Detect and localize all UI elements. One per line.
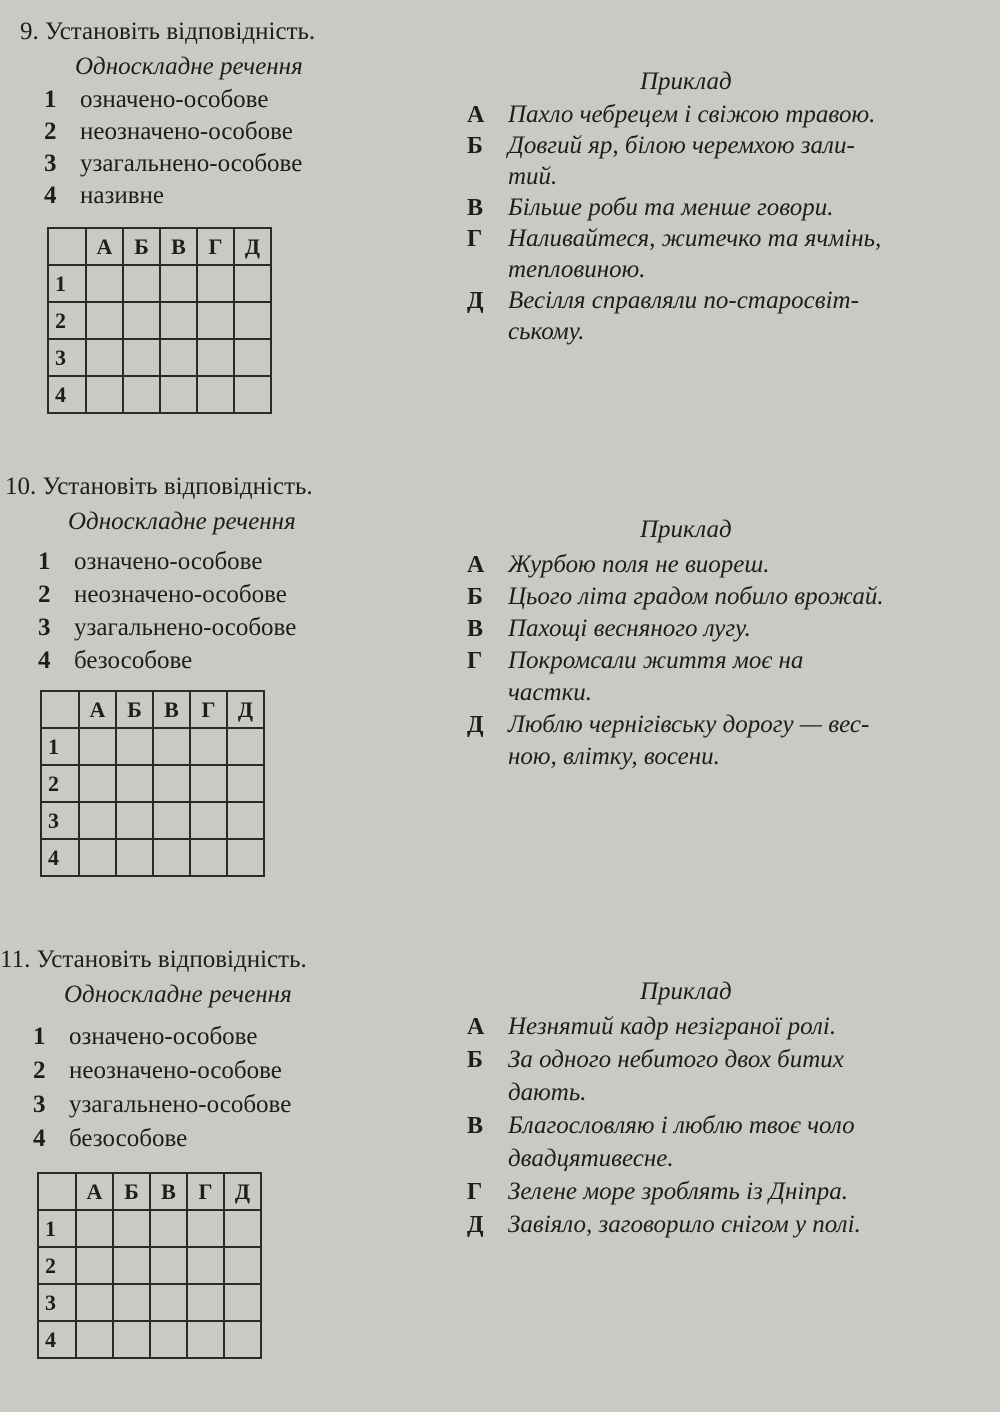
- answer-cell[interactable]: [153, 802, 190, 839]
- grid-column-header: В: [150, 1173, 187, 1210]
- item-text: означено-особове: [80, 86, 269, 113]
- grid-row-header: 2: [41, 765, 79, 802]
- option-text-line: Покромсали життя моє на: [508, 647, 804, 674]
- list-item: [33, 1123, 187, 1155]
- answer-cell[interactable]: [150, 1247, 187, 1284]
- item-text: неозначено-особове: [74, 581, 287, 608]
- grid-row-header: 4: [38, 1321, 76, 1358]
- option-letter: А: [467, 102, 485, 128]
- option-text-line: частки.: [508, 679, 593, 706]
- option-text-line: тепловиною.: [508, 256, 646, 283]
- item-number: 4: [44, 182, 57, 209]
- answer-cell[interactable]: [76, 1284, 113, 1321]
- answer-cell[interactable]: [86, 265, 123, 302]
- answer-grid: [40, 690, 265, 877]
- answer-cell[interactable]: [187, 1247, 224, 1284]
- option-text-line: Наливайтеся, житечко та ячмінь,: [508, 225, 882, 252]
- grid-column-header: Г: [187, 1173, 224, 1210]
- item-number: 3: [44, 150, 57, 177]
- option-text-line: двадцятивесне.: [508, 1145, 674, 1172]
- answer-cell[interactable]: [160, 339, 197, 376]
- option-text-line: Журбою поля не виореш.: [508, 551, 770, 578]
- option-letter: В: [467, 1113, 484, 1139]
- grid-column-header: Д: [234, 228, 271, 265]
- option-letter: Б: [467, 133, 483, 159]
- item-number: 3: [38, 614, 51, 641]
- right-column-heading: Приклад: [640, 978, 732, 1005]
- answer-cell[interactable]: [116, 839, 153, 876]
- answer-cell[interactable]: [227, 728, 264, 765]
- item-number: 1: [33, 1023, 46, 1050]
- list-item: [44, 148, 302, 180]
- answer-cell[interactable]: [190, 839, 227, 876]
- answer-cell[interactable]: [113, 1321, 150, 1358]
- option-letter: Б: [467, 584, 483, 610]
- answer-cell[interactable]: [197, 339, 234, 376]
- list-item: [44, 116, 293, 148]
- grid-column-header: Б: [123, 228, 160, 265]
- grid-column-header: В: [153, 691, 190, 728]
- grid-column-header: Г: [197, 228, 234, 265]
- item-text: узагальнено-особове: [74, 614, 297, 641]
- left-column-heading: Односкладне речення: [75, 53, 303, 80]
- answer-cell[interactable]: [86, 302, 123, 339]
- grid-corner-cell: [41, 691, 79, 728]
- item-text: безособове: [69, 1125, 188, 1152]
- answer-cell[interactable]: [153, 839, 190, 876]
- answer-cell[interactable]: [234, 376, 271, 413]
- answer-cell[interactable]: [160, 376, 197, 413]
- grid-row-header: 4: [41, 839, 79, 876]
- item-text: означено-особове: [69, 1023, 258, 1050]
- item-number: 4: [38, 647, 51, 674]
- left-column-heading: Односкладне речення: [64, 981, 292, 1008]
- answer-cell[interactable]: [227, 802, 264, 839]
- answer-cell[interactable]: [113, 1247, 150, 1284]
- answer-cell[interactable]: [190, 765, 227, 802]
- list-item: [33, 1055, 282, 1087]
- grid-column-header: В: [160, 228, 197, 265]
- option-letter: Д: [467, 712, 484, 738]
- answer-cell[interactable]: [76, 1210, 113, 1247]
- option-letter: А: [467, 552, 485, 578]
- answer-cell[interactable]: [224, 1321, 261, 1358]
- item-text: неозначено-особове: [80, 118, 293, 145]
- answer-cell[interactable]: [113, 1210, 150, 1247]
- answer-cell[interactable]: [197, 376, 234, 413]
- option-text-line: ною, влітку, восени.: [508, 743, 720, 770]
- option-text-line: дають.: [508, 1079, 587, 1106]
- option-letter: Д: [467, 288, 484, 314]
- answer-cell[interactable]: [224, 1284, 261, 1321]
- list-item: [38, 546, 262, 578]
- grid-row-header: 3: [48, 339, 86, 376]
- answer-cell[interactable]: [76, 1247, 113, 1284]
- grid-column-header: Г: [190, 691, 227, 728]
- option-text-line: Цього літа градом побило врожай.: [508, 583, 884, 610]
- answer-grid: [47, 227, 272, 414]
- item-number: 1: [44, 86, 57, 113]
- answer-cell[interactable]: [79, 765, 116, 802]
- answer-cell[interactable]: [123, 376, 160, 413]
- grid-column-header: Д: [227, 691, 264, 728]
- list-item: [44, 180, 164, 212]
- right-column-heading: Приклад: [640, 516, 732, 543]
- option-letter: Г: [467, 648, 483, 674]
- option-text-line: Весілля справляли по-старосвіт-: [508, 287, 859, 314]
- list-item: [33, 1089, 291, 1121]
- answer-cell[interactable]: [190, 802, 227, 839]
- answer-cell[interactable]: [234, 302, 271, 339]
- grid-row-header: 4: [48, 376, 86, 413]
- list-item: [33, 1021, 257, 1053]
- answer-cell[interactable]: [76, 1321, 113, 1358]
- answer-cell[interactable]: [79, 839, 116, 876]
- grid-column-header: А: [86, 228, 123, 265]
- option-text-line: Більше роби та менше говори.: [508, 194, 834, 221]
- grid-column-header: Б: [116, 691, 153, 728]
- answer-cell[interactable]: [160, 265, 197, 302]
- option-text-line: Пахло чебрецем і свіжою травою.: [508, 101, 876, 128]
- list-item: [38, 612, 296, 644]
- grid-row-header: 3: [41, 802, 79, 839]
- list-item: [38, 645, 192, 677]
- option-letter: В: [467, 195, 484, 221]
- grid-row-header: 2: [38, 1247, 76, 1284]
- option-text-line: Зелене море зроблять із Дніпра.: [508, 1178, 849, 1205]
- left-column-heading: Односкладне речення: [68, 508, 296, 535]
- option-text-line: Незнятий кадр незіграної ролі.: [508, 1013, 837, 1040]
- answer-cell[interactable]: [190, 728, 227, 765]
- right-column-heading: Приклад: [640, 68, 732, 95]
- item-text: узагальнено-особове: [69, 1091, 292, 1118]
- grid-row-header: 2: [48, 302, 86, 339]
- option-text-line: Довгий яр, білою черемхою зали-: [508, 132, 855, 159]
- answer-cell[interactable]: [123, 339, 160, 376]
- task-title: 10. Установіть відповідність.: [5, 473, 313, 500]
- answer-grid: [37, 1172, 262, 1359]
- option-letter: Г: [467, 1179, 483, 1205]
- option-text-line: Люблю чернігівську дорогу — вес-: [508, 711, 870, 738]
- answer-cell[interactable]: [197, 302, 234, 339]
- answer-cell[interactable]: [153, 765, 190, 802]
- task-title: 9. Установіть відповідність.: [20, 18, 316, 45]
- list-item: [38, 579, 287, 611]
- grid-row-header: 1: [38, 1210, 76, 1247]
- answer-cell[interactable]: [150, 1321, 187, 1358]
- item-number: 2: [44, 118, 57, 145]
- option-letter: В: [467, 616, 484, 642]
- answer-cell[interactable]: [224, 1210, 261, 1247]
- option-letter: А: [467, 1014, 485, 1040]
- answer-cell[interactable]: [150, 1284, 187, 1321]
- option-text-line: тий.: [508, 163, 558, 190]
- answer-cell[interactable]: [116, 728, 153, 765]
- item-text: узагальнено-особове: [80, 150, 303, 177]
- answer-cell[interactable]: [187, 1321, 224, 1358]
- option-letter: Б: [467, 1047, 483, 1073]
- answer-cell[interactable]: [123, 302, 160, 339]
- item-text: безособове: [74, 647, 193, 674]
- grid-corner-cell: [48, 228, 86, 265]
- answer-cell[interactable]: [227, 839, 264, 876]
- grid-row-header: 3: [38, 1284, 76, 1321]
- list-item: [44, 84, 268, 116]
- answer-cell[interactable]: [116, 802, 153, 839]
- item-number: 1: [38, 548, 51, 575]
- answer-cell[interactable]: [79, 728, 116, 765]
- answer-cell[interactable]: [153, 728, 190, 765]
- answer-cell[interactable]: [197, 265, 234, 302]
- option-text-line: ському.: [508, 318, 585, 345]
- task-title: 11. Установіть відповідність.: [0, 946, 307, 973]
- grid-column-header: А: [76, 1173, 113, 1210]
- item-text: означено-особове: [74, 548, 263, 575]
- answer-cell[interactable]: [113, 1284, 150, 1321]
- option-text-line: Пахощі весняного лугу.: [508, 615, 751, 642]
- option-text-line: Благословляю і люблю твоє чоло: [508, 1112, 855, 1139]
- item-text: неозначено-особове: [69, 1057, 282, 1084]
- answer-cell[interactable]: [234, 265, 271, 302]
- answer-cell[interactable]: [234, 339, 271, 376]
- item-number: 2: [33, 1057, 46, 1084]
- item-number: 3: [33, 1091, 46, 1118]
- answer-cell[interactable]: [79, 802, 116, 839]
- item-number: 4: [33, 1125, 46, 1152]
- grid-column-header: Б: [113, 1173, 150, 1210]
- answer-cell[interactable]: [187, 1284, 224, 1321]
- grid-corner-cell: [38, 1173, 76, 1210]
- answer-cell[interactable]: [150, 1210, 187, 1247]
- item-text: називне: [80, 182, 165, 209]
- answer-cell[interactable]: [160, 302, 197, 339]
- grid-column-header: А: [79, 691, 116, 728]
- answer-cell[interactable]: [227, 765, 264, 802]
- grid-row-header: 1: [48, 265, 86, 302]
- grid-column-header: Д: [224, 1173, 261, 1210]
- option-text-line: За одного небитого двох битих: [508, 1046, 844, 1073]
- option-letter: Д: [467, 1212, 484, 1238]
- option-text-line: Завіяло, заговорило снігом у полі.: [508, 1211, 861, 1238]
- item-number: 2: [38, 581, 51, 608]
- answer-cell[interactable]: [123, 265, 160, 302]
- answer-cell[interactable]: [224, 1247, 261, 1284]
- grid-row-header: 1: [41, 728, 79, 765]
- answer-cell[interactable]: [86, 339, 123, 376]
- option-letter: Г: [467, 226, 483, 252]
- answer-cell[interactable]: [187, 1210, 224, 1247]
- answer-cell[interactable]: [116, 765, 153, 802]
- answer-cell[interactable]: [86, 376, 123, 413]
